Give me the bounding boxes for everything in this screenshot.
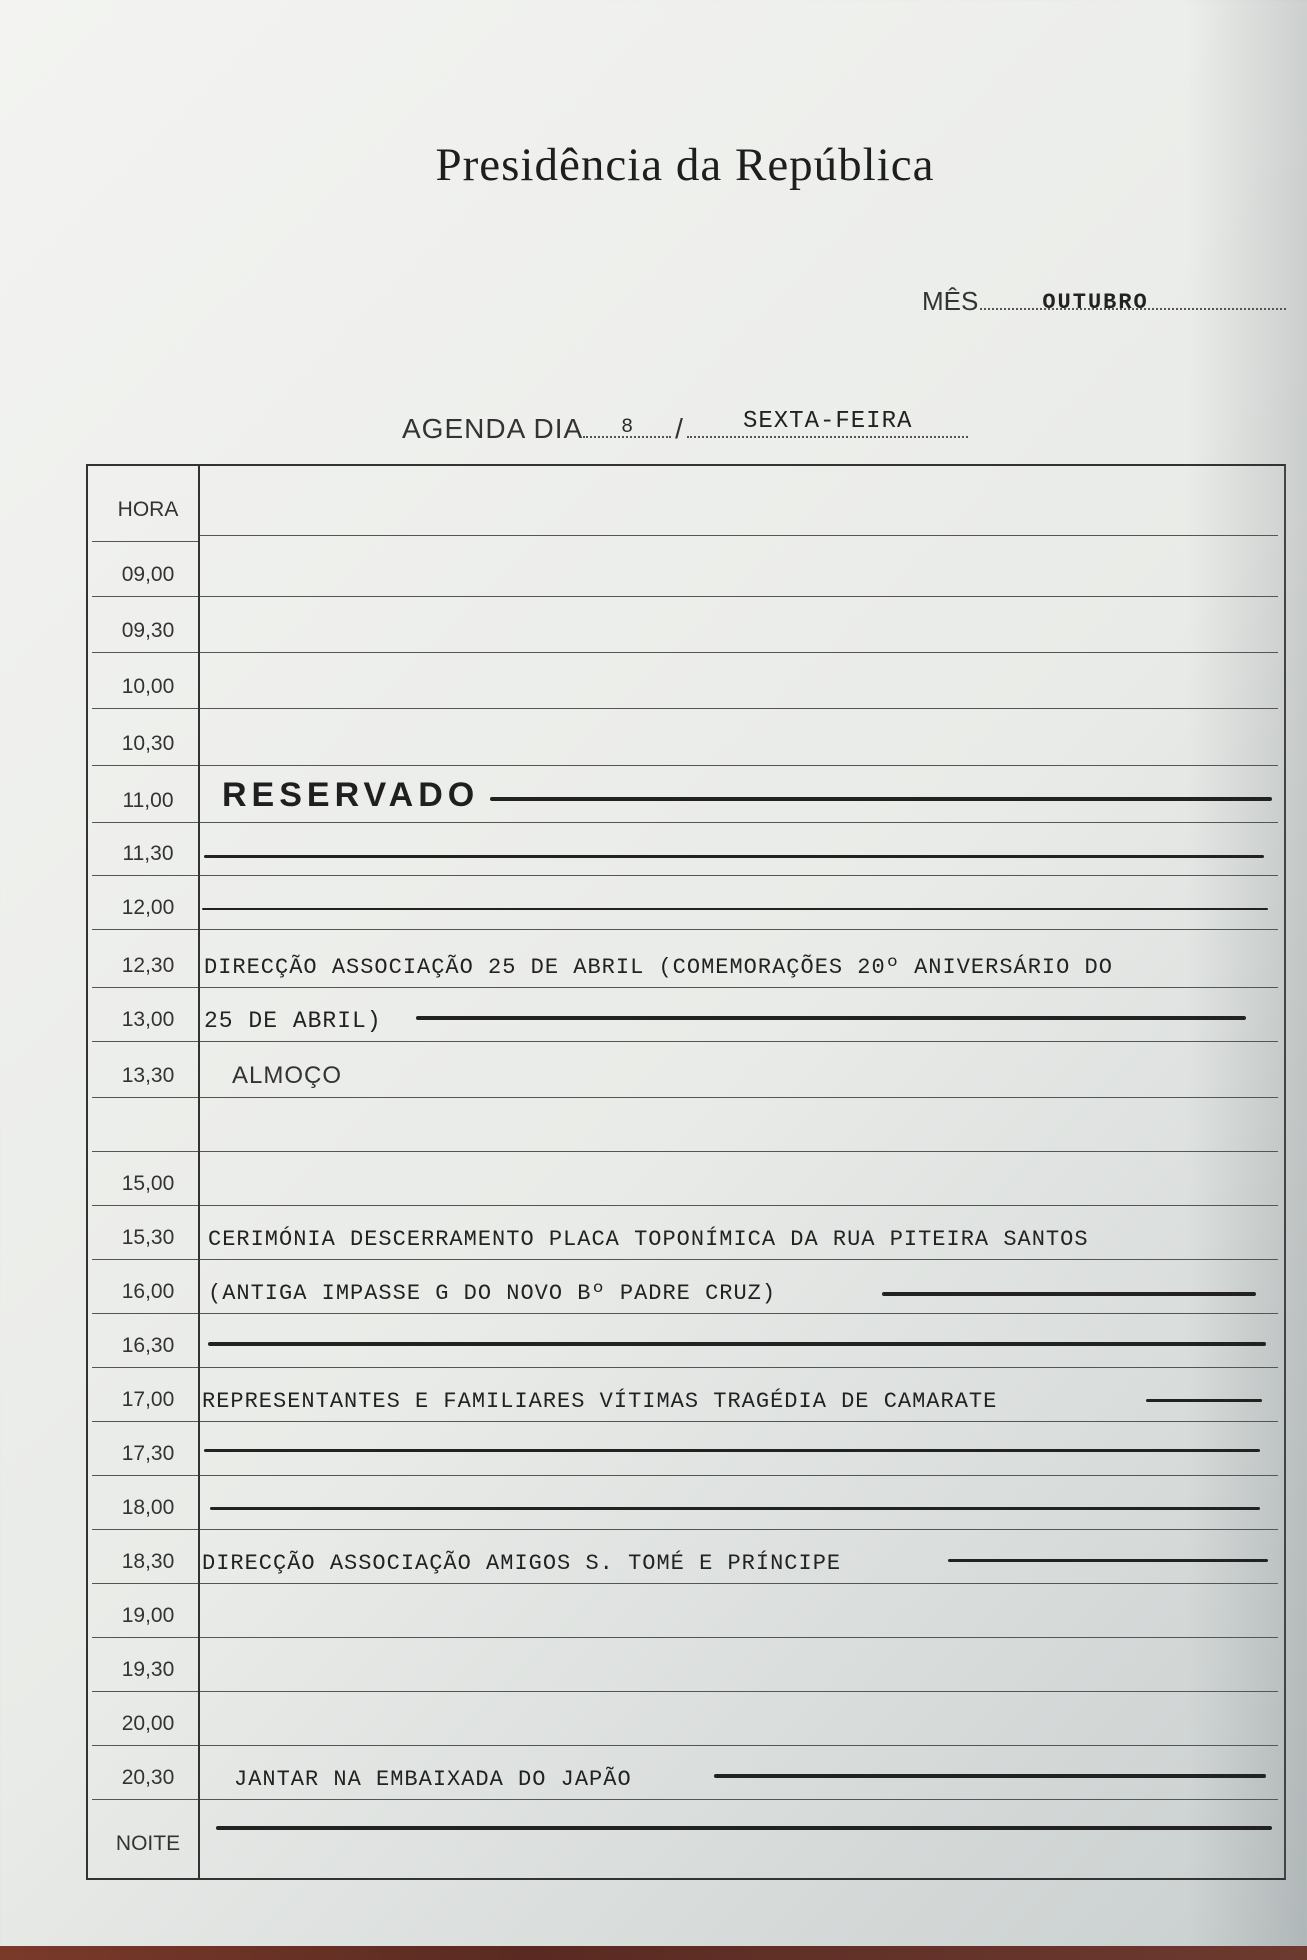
entry-row: [200, 1206, 1284, 1260]
entry-fill-rule: [948, 1559, 1268, 1562]
entry-row: [200, 542, 1284, 597]
hour-cell: 18,30: [121, 1550, 175, 1573]
hour-header-row: [88, 466, 198, 542]
hour-row: [88, 1206, 198, 1260]
hour-row: [88, 1746, 198, 1800]
entry-fill-rule: [714, 1774, 1266, 1778]
entry-cell: (ANTIGA IMPASSE G DO NOVO Bº PADRE CRUZ): [208, 1281, 777, 1306]
day-dots: [583, 410, 671, 438]
agenda-day-field: [402, 410, 968, 446]
hour-cell: 09,00: [121, 563, 175, 586]
entry-row: [200, 823, 1284, 876]
hour-row: [88, 1098, 198, 1152]
entry-fill-rule: [882, 1292, 1256, 1296]
entry-fill-rule: [208, 1342, 1266, 1346]
hour-cell: 17,30: [121, 1442, 175, 1465]
hour-cell: NOITE: [115, 1832, 181, 1855]
weekday-dots: [687, 410, 968, 438]
hour-row: [88, 876, 198, 930]
hour-row: [88, 1530, 198, 1584]
hour-row: [88, 1422, 198, 1476]
entry-row: [200, 1476, 1284, 1530]
entry-row: [200, 1098, 1284, 1152]
hour-row: [88, 1692, 198, 1746]
entry-fill-rule: [210, 1507, 1260, 1510]
hour-row: [88, 1152, 198, 1206]
background-surface: [0, 1946, 1307, 1960]
hour-cell: 09,30: [121, 619, 175, 642]
hour-cell: 19,00: [121, 1604, 175, 1627]
month-dots: [980, 286, 1286, 315]
entry-fill-rule: [204, 1449, 1260, 1452]
hour-row: [88, 542, 198, 597]
entry-fill-rule: [490, 797, 1272, 801]
hour-cell: 10,30: [121, 732, 175, 755]
hour-cell: 15,30: [121, 1226, 175, 1249]
entry-row: [200, 1530, 1284, 1584]
lunch-entry: ALMOÇO: [232, 1062, 343, 1089]
entry-row-reservado: [200, 766, 1284, 823]
hour-cell: 17,00: [121, 1388, 175, 1411]
entry-row: [200, 1638, 1284, 1692]
entry-row: [200, 597, 1284, 653]
entry-row: [200, 1152, 1284, 1206]
month-value: OUTUBRO: [1042, 290, 1149, 315]
hour-row: [88, 1638, 198, 1692]
entry-row: [200, 1584, 1284, 1638]
hour-row: [88, 1314, 198, 1368]
hour-row: [88, 1260, 198, 1314]
entry-row: [200, 1422, 1284, 1476]
day-value: 8: [621, 416, 634, 439]
agenda-label: AGENDA DIA: [402, 413, 584, 444]
hour-header: HORA: [117, 498, 179, 521]
weekday-value: SEXTA-FEIRA: [742, 408, 913, 435]
month-label: MÊS: [922, 286, 979, 316]
entry-row: [200, 930, 1284, 988]
entry-row: [200, 1800, 1284, 1876]
entry-cell: DIRECÇÃO ASSOCIAÇÃO 25 DE ABRIL (COMEMORAÇÕES 20º ANIVERSÁRIO DO: [204, 955, 1113, 980]
entry-fill-rule: [202, 908, 1268, 910]
hour-row: [88, 930, 198, 988]
hour-cell: 16,30: [121, 1334, 175, 1357]
hour-cell: 11,30: [122, 842, 174, 865]
hour-row: [88, 653, 198, 709]
entry-divider: [200, 535, 1278, 536]
entry-fill-rule: [216, 1826, 1272, 1830]
entry-row: [200, 1260, 1284, 1314]
entry-row: [200, 653, 1284, 709]
hour-row: [88, 988, 198, 1042]
entry-row: [200, 709, 1284, 766]
entry-row: [200, 1746, 1284, 1800]
hour-cell: 15,00: [121, 1172, 175, 1195]
entry-cell: JANTAR NA EMBAIXADA DO JAPÃO: [234, 1767, 632, 1792]
hour-cell: 20,00: [121, 1712, 175, 1735]
entry-cell: CERIMÓNIA DESCERRAMENTO PLACA TOPONÍMICA DA RUA PITEIRA SANTOS: [208, 1227, 1089, 1252]
hour-row: [88, 1042, 198, 1098]
entry-column: [200, 466, 1284, 1878]
entry-fill-rule: [1146, 1399, 1262, 1402]
hour-row: [88, 823, 198, 876]
entry-cell: 25 DE ABRIL): [204, 1008, 382, 1034]
entry-row: [200, 1042, 1284, 1098]
hour-cell: 11,00: [122, 789, 174, 812]
entry-row: [200, 988, 1284, 1042]
hour-cell: 18,00: [121, 1496, 175, 1519]
hour-row: [88, 597, 198, 653]
page-title: Presidência da República: [435, 139, 935, 191]
hour-cell: 16,00: [121, 1280, 175, 1303]
entry-cell: REPRESENTANTES E FAMILIARES VÍTIMAS TRAGÉDIA DE CAMARATE: [202, 1389, 998, 1414]
hour-column: [88, 466, 200, 1878]
entry-row: [200, 1692, 1284, 1746]
month-field: [922, 286, 1286, 320]
hour-row: [88, 1476, 198, 1530]
hour-row: [88, 709, 198, 766]
hour-row: [88, 1584, 198, 1638]
agenda-table: [86, 464, 1286, 1880]
hour-row: [88, 1368, 198, 1422]
entry-header-row: [200, 466, 1284, 536]
reservado-entry: RESERVADO: [222, 776, 480, 814]
hour-cell: 20,30: [121, 1766, 175, 1789]
hour-cell: 13,30: [121, 1064, 175, 1087]
hour-cell: 19,30: [121, 1658, 175, 1681]
hour-row: [88, 766, 198, 823]
entry-row: [200, 1368, 1284, 1422]
hour-cell: 12,30: [121, 954, 175, 977]
entry-row: [200, 1314, 1284, 1368]
entry-fill-rule: [416, 1016, 1246, 1020]
hour-cell: 12,00: [121, 896, 175, 919]
date-separator: /: [675, 413, 683, 444]
hour-cell: 13,00: [121, 1008, 175, 1031]
hour-row: [88, 1800, 198, 1876]
entry-row: [200, 876, 1284, 930]
entry-fill-rule: [204, 855, 1264, 858]
entry-cell: DIRECÇÃO ASSOCIAÇÃO AMIGOS S. TOMÉ E PRÍNCIPE: [202, 1551, 842, 1576]
hour-cell: 10,00: [121, 675, 175, 698]
